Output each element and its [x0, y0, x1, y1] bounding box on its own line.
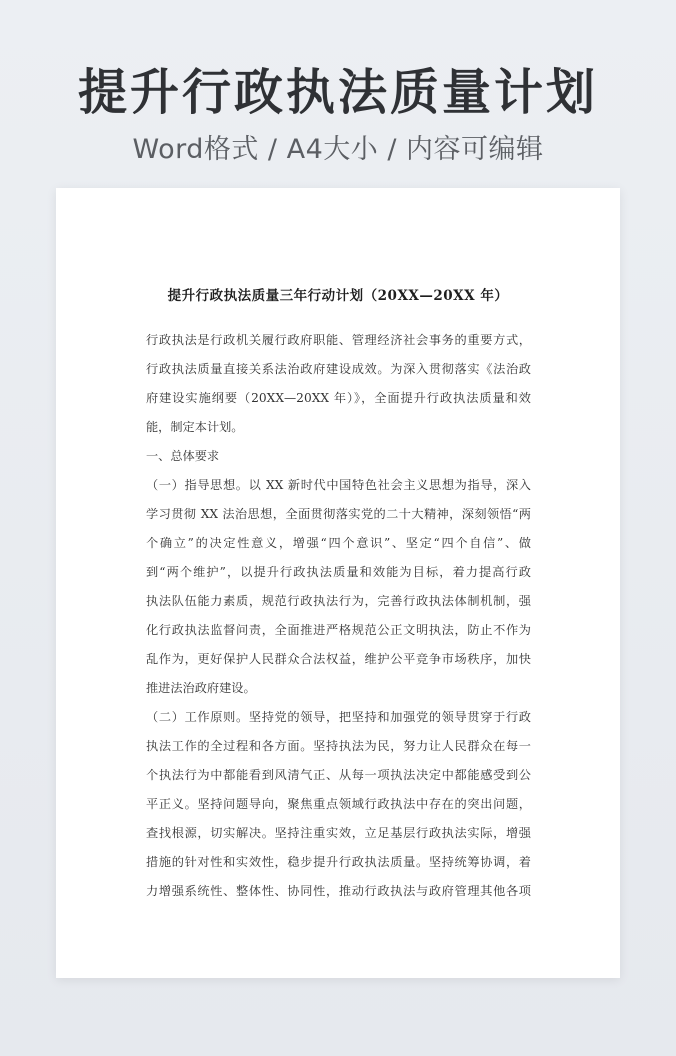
body-line: 能，制定本计划。	[146, 420, 244, 434]
document-body	[146, 326, 531, 906]
banner-title: 提升行政执法质量计划	[77, 64, 598, 121]
body-line: 乱作为，更好保护人民群众合法权益，维护公平竞争市场秩序，加快	[146, 652, 531, 666]
body-line: 化行政执法监督问责，全面推进严格规范公正文明执法，防止不作为	[146, 623, 531, 637]
banner	[0, 58, 676, 170]
banner-subtitle: Word格式 / A4大小 / 内容可编辑	[132, 134, 544, 165]
body-line: 措施的针对性和实效性，稳步提升行政执法质量。坚持统筹协调，着	[146, 855, 531, 869]
body-line: （一）指导思想。以 XX 新时代中国特色社会主义思想为指导，深入	[146, 478, 531, 492]
document-page	[56, 188, 620, 978]
body-line: 个执法行为中都能看到风清气正、从每一项执法决定中都能感受到公	[146, 768, 531, 782]
document-title: 提升行政执法质量三年行动计划（20XX—20XX 年）	[167, 288, 509, 304]
body-line: 府建设实施纲要（20XX—20XX 年）》，全面提升行政执法质量和效	[146, 391, 531, 405]
body-line: 个确立”的决定性意义，增强“四个意识”、坚定“四个自信”、做	[146, 536, 531, 550]
body-line: 到“两个维护”，以提升行政执法质量和效能为目标，着力提高行政	[146, 565, 531, 579]
section-heading: 一、总体要求	[146, 449, 220, 463]
body-line: （二）工作原则。坚持党的领导，把坚持和加强党的领导贯穿于行政	[146, 710, 531, 724]
body-line: 学习贯彻 XX 法治思想，全面贯彻落实党的二十大精神，深刻领悟“两	[146, 507, 531, 521]
body-line: 执法队伍能力素质，规范行政执法行为，完善行政执法体制机制，强	[146, 594, 531, 608]
body-line: 查找根源，切实解决。坚持注重实效，立足基层行政执法实际，增强	[146, 826, 531, 840]
body-line: 力增强系统性、整体性、协同性，推动行政执法与政府管理其他各项	[146, 884, 531, 898]
body-line: 行政执法质量直接关系法治政府建设成效。为深入贯彻落实《法治政	[146, 362, 531, 376]
body-line: 平正义。坚持问题导向，聚焦重点领域行政执法中存在的突出问题，	[146, 797, 531, 811]
body-line: 推进法治政府建设。	[146, 681, 256, 695]
body-line: 执法工作的全过程和各方面。坚持执法为民，努力让人民群众在每一	[146, 739, 531, 753]
body-line: 行政执法是行政机关履行政府职能、管理经济社会事务的重要方式，	[146, 333, 531, 347]
